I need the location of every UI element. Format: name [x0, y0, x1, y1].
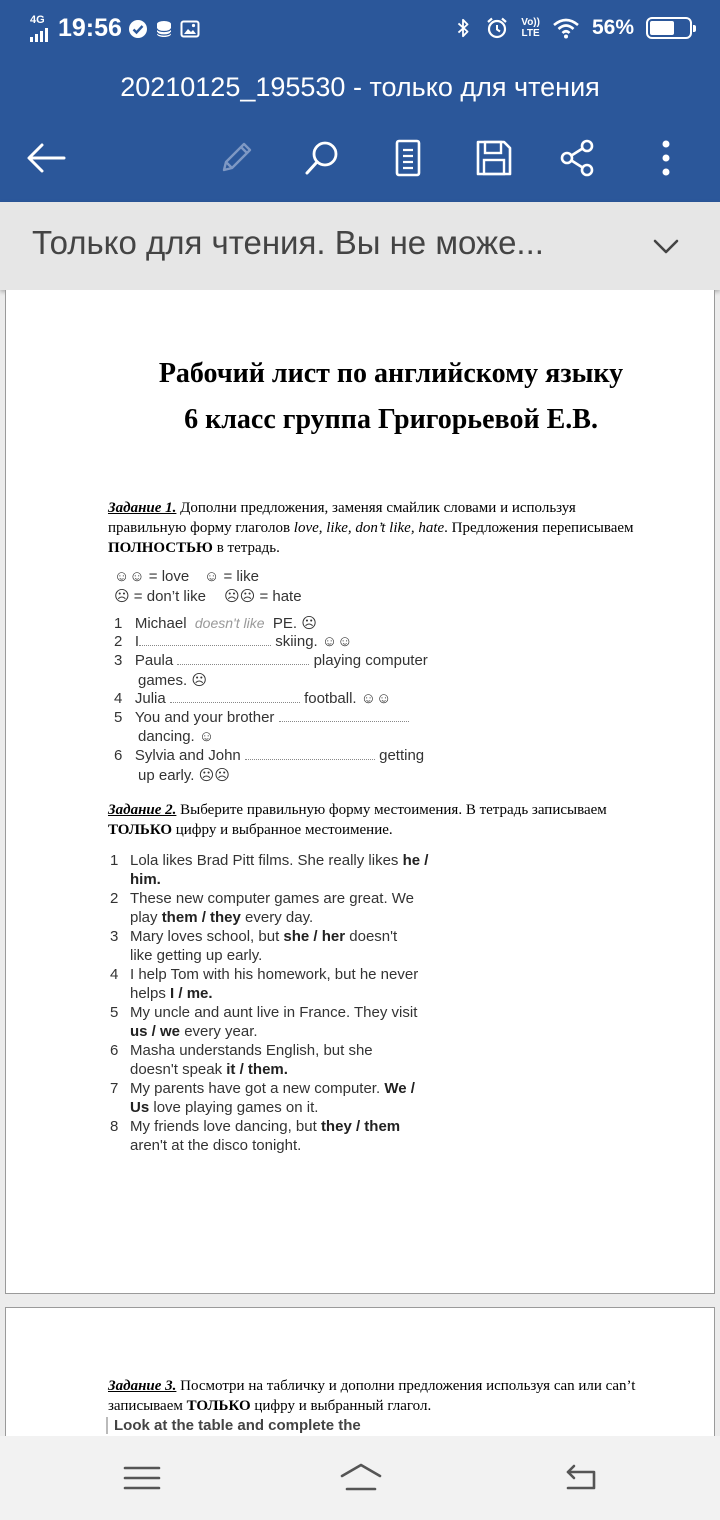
gallery-icon	[180, 19, 200, 39]
filled-answer: doesn't like	[194, 615, 265, 631]
document-page-1	[5, 290, 715, 1294]
document-page-2	[5, 1307, 715, 1447]
back-button[interactable]	[20, 132, 72, 184]
exercise1-item-cont: up early. ☹☹	[138, 767, 230, 784]
task1-label: Задание 1.	[108, 500, 177, 516]
network-type: 4G	[30, 14, 45, 26]
exercise2-item: 3 Mary loves school, but she / her doesn't	[110, 928, 398, 945]
navigation-bar	[0, 1436, 720, 1520]
exercise2-item-cont: him.	[130, 871, 161, 888]
exercise1-item: 4 Julia football. ☺☺	[114, 690, 392, 707]
battery-percent: 56%	[591, 16, 634, 39]
exercise2-item-cont: Us love playing games on it.	[130, 1099, 319, 1116]
edit-button[interactable]	[210, 132, 262, 184]
legend-hate: ☹☹ = hate	[224, 588, 302, 605]
exercise2-item-cont: like getting up early.	[130, 947, 263, 964]
exercise1-item-cont: dancing. ☺	[138, 728, 215, 745]
clock: 19:56	[58, 14, 122, 42]
search-button[interactable]	[296, 132, 348, 184]
alarm-icon	[485, 16, 509, 40]
save-icon	[474, 138, 514, 178]
battery-icon	[646, 17, 692, 39]
exercise2-item-cont: aren't at the disco tonight.	[130, 1137, 302, 1154]
pencil-icon	[216, 138, 256, 178]
back-icon[interactable]	[560, 1460, 600, 1496]
storage-icon	[154, 19, 174, 39]
back-arrow-icon	[26, 142, 66, 174]
signal-icon	[30, 28, 48, 42]
exercise1-item: 5 You and your brother	[114, 709, 409, 726]
search-icon	[302, 138, 342, 178]
exercise2-item-cont: doesn't speak it / them.	[130, 1061, 288, 1078]
worksheet-title-line2: 6 класс группа Григорьевой Е.В.	[184, 404, 598, 435]
wifi-icon	[552, 17, 580, 39]
exercise1-item: 6 Sylvia and John getting	[114, 747, 425, 764]
answer-blank	[279, 710, 409, 722]
exercise2-item: 5 My uncle and aunt live in France. They visit	[110, 1004, 418, 1021]
exercise1-scan	[110, 568, 440, 784]
exercise2-item-cont: play them / they every day.	[130, 909, 314, 926]
task3-label: Задание 3.	[108, 1378, 177, 1394]
more-icon	[660, 138, 672, 178]
answer-blank	[245, 748, 375, 760]
legend-dont-like: ☹ = don’t like	[114, 588, 206, 605]
bluetooth-icon	[453, 18, 473, 38]
exercise2-item: 4 I help Tom with his homework, but he never	[110, 966, 419, 983]
legend-like: ☺ = like	[204, 568, 259, 585]
task3-instructions: Задание 3. Посмотри на табличку и дополни предложения используя can или can’t записываем ТОЛЬКО цифру и выбранный глагол.	[108, 1378, 636, 1414]
reading-view-icon	[393, 138, 423, 178]
check-circle-icon	[128, 19, 148, 39]
task2-label: Задание 2.	[108, 802, 177, 818]
legend-love: ☺☺ = love	[114, 568, 190, 585]
exercise2-item: 6 Masha understands English, but she	[110, 1042, 373, 1059]
exercise1-item: 3 Paula playing computer	[114, 652, 428, 669]
chevron-down-icon[interactable]	[650, 230, 682, 262]
exercise2-item-cont: helps I / me.	[130, 985, 213, 1002]
exercise2-item: 8 My friends love dancing, but they / them	[110, 1118, 401, 1135]
exercise2-item: 1 Lola likes Brad Pitt films. She really likes he /	[110, 852, 429, 869]
exercise2-item: 7 My parents have got a new computer. We /	[110, 1080, 415, 1097]
worksheet-title-line1: Рабочий лист по английскому языку	[158, 358, 624, 389]
task1-instructions: Задание 1. Дополни предложения, заменяя смайлик словами и используя правильную форму глаголов love, like, don’t like, hate. Предложения переписываем ПОЛНОСТЬЮ в тетрадь.	[108, 500, 634, 556]
exercise3-scan-heading: Look at the table and complete the	[106, 1417, 361, 1434]
save-button[interactable]	[468, 132, 520, 184]
answer-blank	[177, 653, 309, 665]
exercise2-item-cont: us / we every year.	[130, 1023, 258, 1040]
task2-instructions: Задание 2. Выберите правильную форму местоимения. В тетрадь записываем ТОЛЬКО цифру и выбранное местоимение.	[108, 802, 607, 838]
read-only-banner[interactable]	[0, 202, 720, 290]
read-only-message: Только для чтения. Вы не може...	[32, 224, 544, 261]
menu-icon[interactable]	[122, 1460, 162, 1496]
exercise1-item: 2 I skiing. ☺☺	[114, 633, 353, 650]
battery-level	[650, 21, 674, 35]
answer-blank	[139, 634, 271, 646]
answer-blank	[170, 691, 300, 703]
toolbar	[0, 114, 720, 202]
share-button[interactable]	[552, 132, 604, 184]
more-options-button[interactable]	[640, 132, 692, 184]
exercise2-item: 2 These new computer games are great. We	[110, 890, 415, 907]
home-icon[interactable]	[338, 1460, 384, 1496]
volte-indicator: Vo)) LTE	[521, 17, 540, 39]
exercise2-scan	[110, 852, 450, 1152]
share-icon	[558, 138, 598, 178]
status-bar	[0, 0, 720, 64]
exercise1-item: 1 Michael doesn't like PE. ☹	[114, 615, 317, 632]
document-title: 20210125_195530 - только для чтения	[0, 64, 720, 114]
network-indicator	[30, 15, 48, 42]
reading-view-button[interactable]	[382, 132, 434, 184]
exercise1-item-cont: games. ☹	[138, 672, 207, 689]
